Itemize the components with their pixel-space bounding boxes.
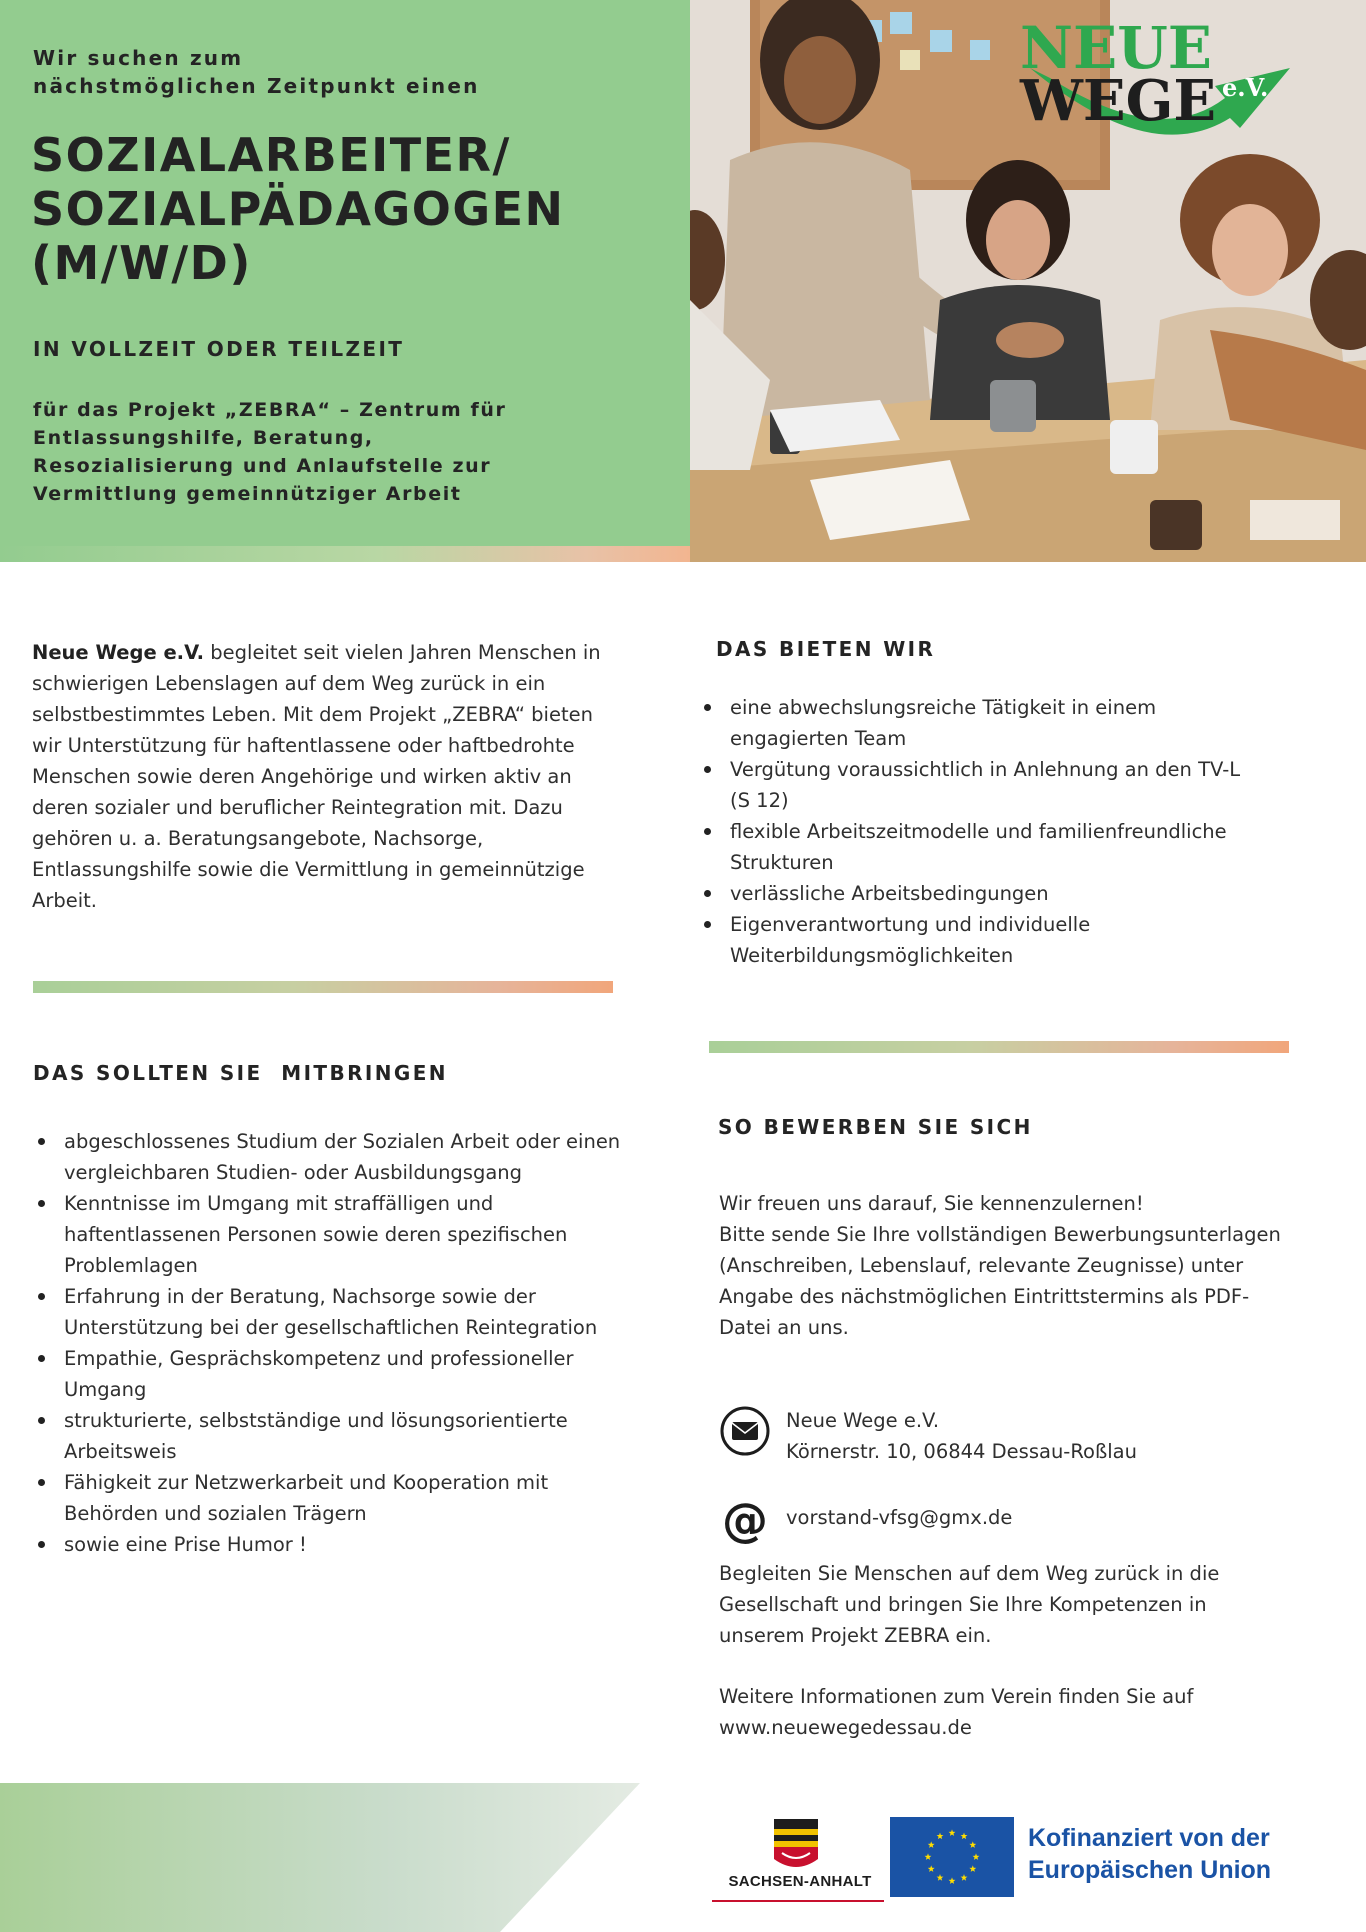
apply-intro-line: Wir freuen uns darauf, Sie kennenzulernen! xyxy=(719,1192,1144,1215)
intro-line-2: nächstmöglichen Zeitpunkt einen xyxy=(33,74,480,98)
offer-list xyxy=(699,692,1259,971)
neue-wege-logo xyxy=(990,18,1320,178)
list-item: Empathie, Gesprächskompetenz und professioneller Umgang xyxy=(33,1343,633,1405)
email-link[interactable]: vorstand-vfsg@gmx.de xyxy=(786,1506,1013,1529)
project-line-3: Resozialisierung und Anlaufstelle zur xyxy=(33,455,492,477)
requirements-heading: DAS SOLLTEN SIE MITBRINGEN xyxy=(33,1061,448,1085)
list-item: verlässliche Arbeitsbedingungen xyxy=(699,878,1259,909)
project-line-4: Vermittlung gemeinnütziger Arbeit xyxy=(33,483,462,505)
address-street: Körnerstr. 10, 06844 Dessau-Roßlau xyxy=(786,1440,1137,1463)
list-item: strukturierte, selbstständige und lösungsorientierte Arbeitsweis xyxy=(33,1405,633,1467)
more-info-paragraph xyxy=(719,1681,1289,1743)
contact-email xyxy=(719,1493,1013,1547)
list-item: eine abwechslungsreiche Tätigkeit in einem engagierten Team xyxy=(699,692,1259,754)
project-line-2: Entlassungshilfe, Beratung, xyxy=(33,427,374,449)
job-title xyxy=(31,128,681,290)
about-text: begleitet seit vielen Jahren Menschen in schwierigen Lebenslagen auf dem Weg zurück in ein selbstbestimmtes Leben. Mit dem Projekt „ZEBRA“ bieten wir Unterstützung für haftentlassene oder haftbedrohte Menschen sowie deren Angehörige und wirken aktiv an deren sozialer und beruflicher Reintegration mit. Dazu gehören u. a. Beratungsangebote, Nachsorge, Entlassungshilfe sowie die Vermittlung in gemeinnützige Arbeit. xyxy=(32,641,601,912)
list-item: sowie eine Prise Humor ! xyxy=(33,1529,633,1560)
eu-line-1: Kofinanziert von der xyxy=(1028,1824,1270,1852)
list-item: Fähigkeit zur Netzwerkarbeit und Kooperation mit Behörden und sozialen Trägern xyxy=(33,1467,633,1529)
list-item: Vergütung voraussichtlich in Anlehnung an den TV-L (S 12) xyxy=(699,754,1259,816)
logo-line-1: NEUE xyxy=(1020,18,1213,82)
about-paragraph xyxy=(32,637,622,916)
list-item: flexible Arbeitszeitmodelle und familienfreundliche Strukturen xyxy=(699,816,1259,878)
footer-gradient-shape xyxy=(0,1783,650,1932)
employment-type: IN VOLLZEIT ODER TEILZEIT xyxy=(33,337,405,361)
about-org-name: Neue Wege e.V. xyxy=(32,641,205,664)
eu-cofunding-text xyxy=(1028,1822,1358,1886)
job-title-line-3: (M/W/D) xyxy=(31,236,252,290)
address-name: Neue Wege e.V. xyxy=(786,1409,940,1432)
apply-heading: SO BEWERBEN SIE SICH xyxy=(718,1115,1033,1139)
header-gradient-strip xyxy=(0,546,690,562)
at-sign-icon: @ xyxy=(722,1493,768,1547)
project-line-1: für das Projekt „ZEBRA“ – Zentrum für xyxy=(33,399,507,421)
website-link[interactable]: www.neuewegedessau.de xyxy=(719,1716,972,1739)
mail-icon xyxy=(719,1405,771,1457)
section-divider-left xyxy=(33,981,613,993)
closing-paragraph: Begleiten Sie Menschen auf dem Weg zurück in die Gesellschaft und bringen Sie Ihre Kompetenzen in unserem Projekt ZEBRA ein. xyxy=(719,1562,1220,1647)
list-item: abgeschlossenes Studium der Sozialen Arbeit oder einen vergleichbaren Studien- oder Ausbildungsgang xyxy=(33,1126,633,1188)
logo-line-2: WEGE xyxy=(1020,68,1217,134)
list-item: Eigenverantwortung und individuelle Weiterbildungsmöglichkeiten xyxy=(699,909,1259,971)
section-divider-right xyxy=(709,1041,1289,1053)
logo-suffix: e.V. xyxy=(1222,73,1269,102)
offer-heading: DAS BIETEN WIR xyxy=(716,637,936,661)
list-item: Erfahrung in der Beratung, Nachsorge sowie der Unterstützung bei der gesellschaftlichen Reintegration xyxy=(33,1281,633,1343)
sachsen-anhalt-label: SACHSEN-ANHALT xyxy=(728,1873,872,1890)
more-info-text: Weitere Informationen zum Verein finden Sie auf xyxy=(719,1685,1194,1708)
eu-line-2: Europäischen Union xyxy=(1028,1856,1272,1884)
contact-address xyxy=(719,1405,1137,1467)
job-title-line-2: SOZIALPÄDAGOGEN xyxy=(31,182,565,236)
requirements-list xyxy=(33,1126,633,1560)
job-title-line-1: SOZIALARBEITER/ xyxy=(31,128,511,182)
apply-intro-text: Bitte sende Sie Ihre vollständigen Bewerbungsunterlagen (Anschreiben, Lebenslauf, relevante Zeugnisse) unter Angabe des nächstmöglichen Eintrittstermins als PDF-Datei an uns. xyxy=(719,1223,1281,1339)
eu-flag-icon xyxy=(890,1817,1014,1897)
intro-line-1: Wir suchen zum xyxy=(33,46,244,70)
list-item: Kenntnisse im Umgang mit straffälligen und haftentlassenen Personen sowie deren spezifischen Problemlagen xyxy=(33,1188,633,1281)
sachsen-anhalt-crest-icon xyxy=(712,1815,884,1915)
project-description xyxy=(33,396,663,508)
apply-instructions xyxy=(719,1188,1289,1343)
intro-text xyxy=(33,44,653,100)
